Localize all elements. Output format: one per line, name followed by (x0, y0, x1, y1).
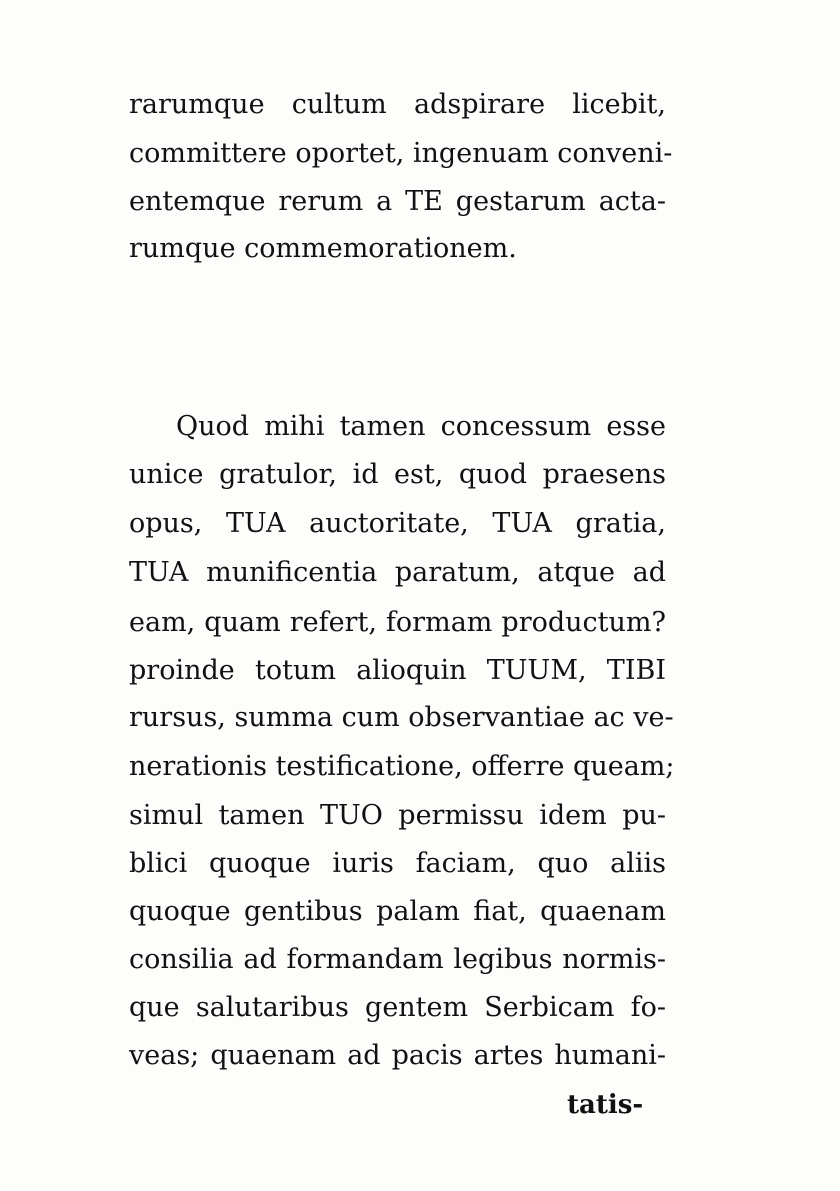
text-line: TUA munificentia paratum, atque ad (129, 557, 666, 588)
text-line: committere oportet, ingenuam conveni- (129, 138, 673, 169)
text-line: opus, TUA auctoritate, TUA gratia, (129, 508, 666, 539)
text-line: rursus, summa cum observantiae ac ve- (129, 702, 674, 733)
text-line: que salutaribus gentem Serbicam fo- (129, 992, 666, 1023)
text-line: rarumque cultum adspirare licebit, (129, 89, 666, 120)
text-line: simul tamen TUO permissu idem pu- (129, 800, 666, 831)
text-line: proinde totum alioquin TUUM, TIBI (129, 655, 666, 686)
text-line: entemque rerum a TE gestarum acta- (129, 186, 666, 217)
text-line: veas; quaenam ad pacis artes humani- (129, 1040, 666, 1071)
text-line: rumque commemorationem. (129, 233, 517, 264)
text-line: quoque gentibus palam fiat, quaenam (129, 896, 666, 927)
text-line: consilia ad formandam legibus normis- (129, 944, 666, 975)
text-line: Quod mihi tamen concessum esse (176, 411, 666, 442)
text-line: nerationis testificatione, offerre queam; (129, 751, 675, 782)
catchword: tatis- (567, 1090, 644, 1120)
text-line: unice gratulor, id est, quod praesens (129, 459, 666, 490)
text-line: eam, quam refert, formam productum? (129, 607, 666, 638)
text-line: blici quoque iuris faciam, quo aliis (129, 848, 666, 879)
